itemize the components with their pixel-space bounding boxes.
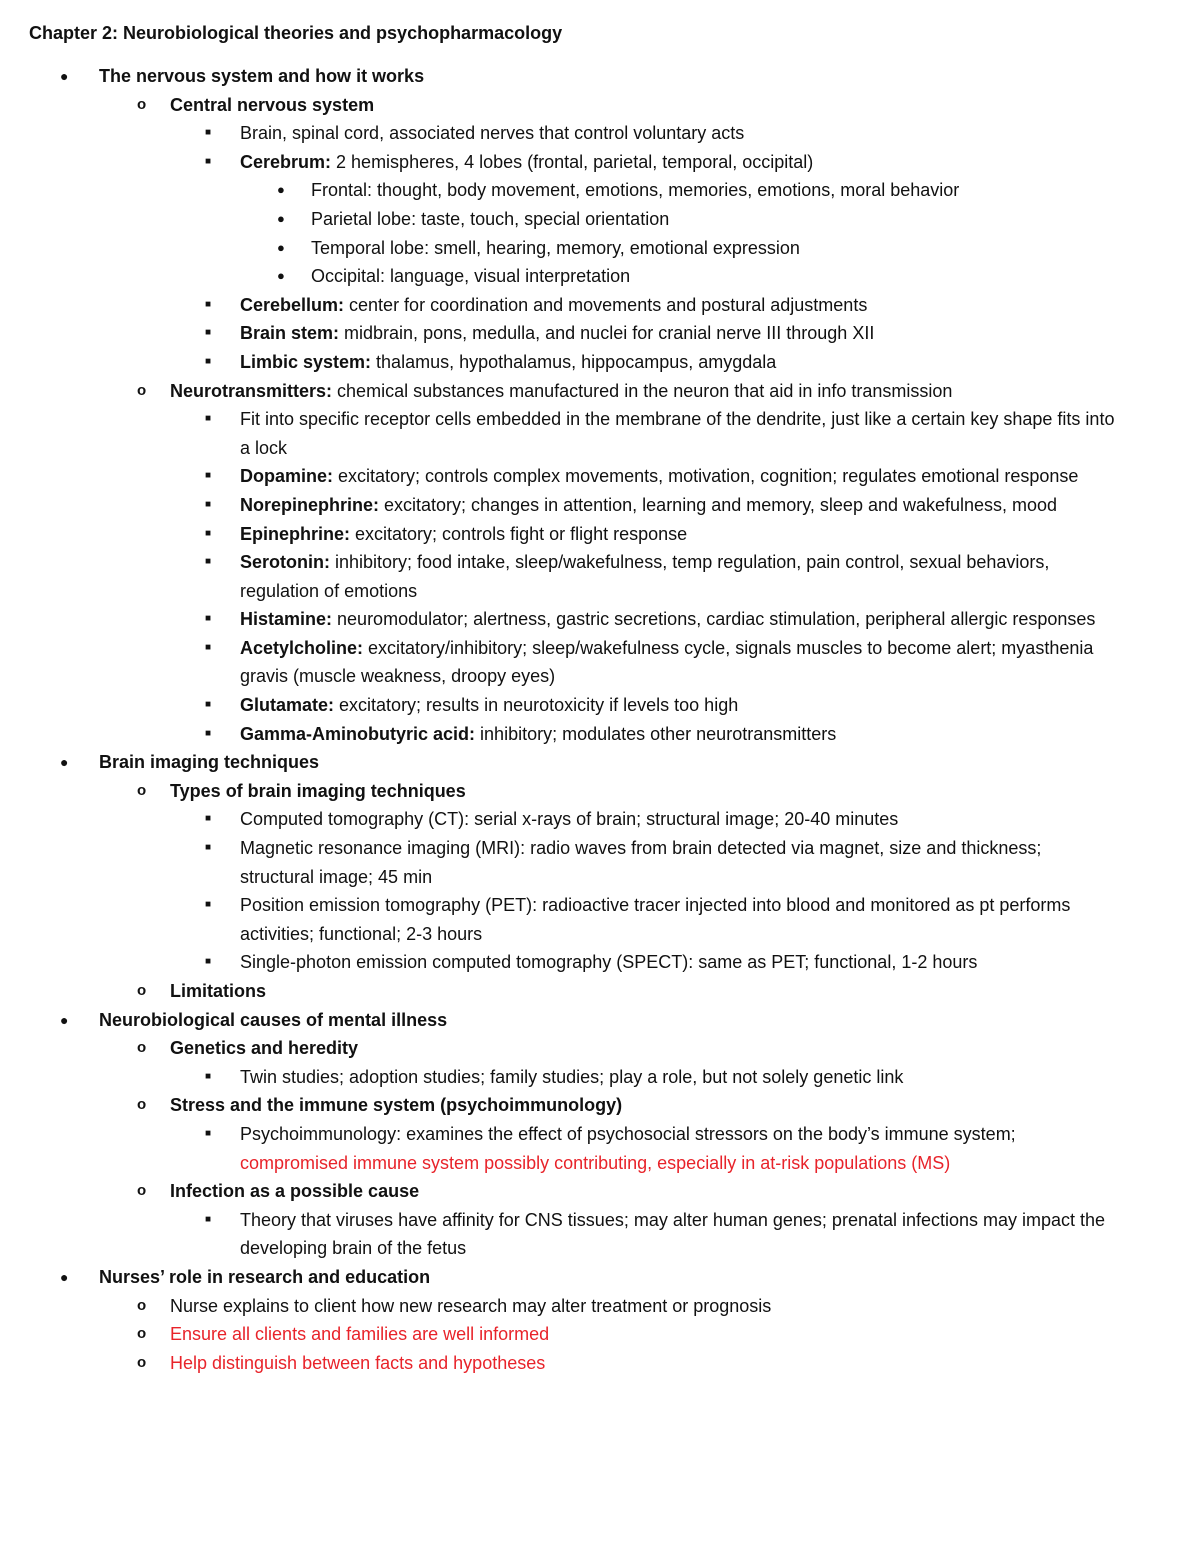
bullet-marker: ■ — [205, 127, 212, 139]
bullet-marker: ■ — [205, 498, 212, 510]
item-heading: Stress and the immune system (psychoimmunology) — [170, 1095, 623, 1116]
item-heading: Dopamine: — [240, 466, 334, 487]
item-heading: Norepinephrine: — [240, 494, 380, 515]
outline-item-level-1 — [0, 62, 1200, 91]
outline-item-level-1 — [0, 748, 1200, 777]
outline-item-level-3 — [0, 948, 1200, 977]
item-text: Occipital: language, visual interpretation — [311, 266, 631, 287]
item-text: inhibitory; food intake, sleep/wakefulness, temp regulation, pain control, sexual behaviors, regulation of emotions — [240, 552, 1050, 601]
bullet-marker: ● — [60, 1011, 69, 1028]
outline-item-level-3 — [0, 348, 1200, 377]
bullet-marker: ■ — [205, 298, 212, 310]
outline-item-level-4 — [0, 176, 1200, 205]
outline-item-level-2 — [0, 1320, 1200, 1349]
item-heading: Genetics and heredity — [170, 1038, 359, 1059]
page-title: Chapter 2: Neurobiological theories and psychopharmacology — [29, 23, 563, 43]
outline-item-level-2 — [0, 1034, 1200, 1063]
item-heading: Neurotransmitters: — [170, 380, 333, 401]
outline-item-level-4 — [0, 262, 1200, 291]
outline-item-level-3 — [0, 691, 1200, 720]
outline-item-level-1 — [0, 1006, 1200, 1035]
item-heading: Histamine: — [240, 609, 333, 630]
item-heading: Glutamate: — [240, 695, 335, 716]
outline-item-level-2 — [0, 1292, 1200, 1321]
bullet-marker: ■ — [205, 355, 212, 367]
bullet-marker: o — [137, 381, 147, 399]
bullet-marker: ● — [277, 268, 285, 284]
item-text: neuromodulator; alertness, gastric secretions, cardiac stimulation, peripheral allergic responses — [332, 609, 1096, 630]
bullet-marker: ■ — [205, 1213, 212, 1225]
outline-item-level-3 — [0, 1206, 1200, 1263]
item-text: Fit into specific receptor cells embedded in the membrane of the dendrite, just like a certain key shape fits into a lock — [240, 409, 1115, 458]
bullet-marker: ■ — [205, 470, 212, 482]
bullet-marker: o — [137, 1296, 147, 1314]
item-heading: Serotonin: — [240, 552, 330, 573]
item-text: Parietal lobe: taste, touch, special orientation — [311, 208, 670, 229]
outline-item-level-2 — [0, 1091, 1200, 1120]
item-text: excitatory; results in neurotoxicity if levels too high — [334, 695, 739, 716]
bullet-marker: ■ — [205, 727, 212, 739]
bullet-marker: o — [137, 1096, 147, 1114]
bullet-marker: ■ — [205, 613, 212, 625]
bullet-marker: ● — [60, 68, 69, 84]
item-text: Twin studies; adoption studies; family studies; play a role, but not solely genetic link — [240, 1066, 904, 1087]
bullet-marker: ● — [277, 239, 285, 255]
bullet-marker: ■ — [205, 842, 212, 854]
item-heading: Neurobiological causes of mental illness — [99, 1009, 448, 1030]
bullet-marker: ● — [277, 182, 285, 198]
bullet-marker: o — [137, 1039, 147, 1057]
item-heading: Brain stem: — [240, 323, 340, 344]
highlighted-text: Help distinguish between facts and hypotheses — [170, 1352, 546, 1373]
bullet-marker: ● — [60, 754, 69, 771]
item-heading: Cerebrum: — [240, 151, 332, 172]
outline-item-level-3 — [0, 319, 1200, 348]
outline-item-level-3 — [0, 1063, 1200, 1092]
item-text: Magnetic resonance imaging (MRI): radio waves from brain detected via magnet, size and thickness; structural image; 45 min — [240, 838, 1042, 887]
bullet-marker: o — [137, 1353, 147, 1371]
outline-item-level-3 — [0, 148, 1200, 177]
bullet-marker: ■ — [205, 1070, 212, 1082]
item-text: excitatory/inhibitory; sleep/wakefulness cycle, signals muscles to become alert; myasthenia gravis (muscle weakness, droopy eyes) — [240, 637, 1094, 687]
outline-item-level-3 — [0, 1120, 1200, 1177]
bullet-marker: ■ — [205, 699, 212, 711]
bullet-marker: ■ — [205, 556, 212, 568]
item-heading: Central nervous system — [170, 94, 375, 115]
item-text: thalamus, hypothalamus, hippocampus, amygdala — [371, 351, 777, 372]
outline-item-level-2 — [0, 377, 1200, 406]
highlighted-text: Ensure all clients and families are well informed — [170, 1324, 550, 1345]
item-text: Theory that viruses have affinity for CNS tissues; may alter human genes; prenatal infections may impact the developing brain of the fetus — [240, 1209, 1106, 1259]
outline-item-level-2 — [0, 1177, 1200, 1206]
item-text: Nurse explains to client how new research may alter treatment or prognosis — [170, 1295, 772, 1316]
bullet-marker: ■ — [205, 413, 212, 425]
outline-item-level-3 — [0, 834, 1200, 891]
item-text: Position emission tomography (PET): radioactive tracer injected into blood and monitored as pt performs activities; functional; 2-3 hours — [240, 895, 1071, 944]
item-heading: Brain imaging techniques — [99, 752, 320, 773]
bullet-marker: ● — [60, 1268, 69, 1285]
item-text: chemical substances manufactured in the neuron that aid in info transmission — [332, 380, 953, 401]
outline-item-level-3 — [0, 548, 1200, 605]
item-heading: Types of brain imaging techniques — [170, 780, 466, 801]
outline-item-level-3 — [0, 605, 1200, 634]
bullet-marker: ■ — [205, 899, 212, 911]
outline-item-level-3 — [0, 520, 1200, 549]
outline-item-level-2 — [0, 977, 1200, 1006]
outline-item-level-3 — [0, 720, 1200, 749]
item-heading: Epinephrine: — [240, 523, 351, 544]
bullet-marker: o — [137, 781, 147, 799]
bullet-marker: o — [137, 982, 147, 999]
outline-item-level-2 — [0, 1349, 1200, 1378]
item-text: excitatory; controls fight or flight response — [350, 523, 688, 544]
item-text: inhibitory; modulates other neurotransmitters — [475, 723, 837, 744]
bullet-marker: o — [137, 1182, 147, 1200]
bullet-marker: ■ — [205, 813, 212, 825]
item-text: excitatory; changes in attention, learning and memory, sleep and wakefulness, mood — [379, 494, 1058, 515]
outline-item-level-3 — [0, 405, 1200, 462]
bullet-marker: ■ — [205, 327, 212, 339]
item-heading: Cerebellum: — [240, 294, 345, 315]
item-heading: Gamma-Aminobutyric acid: — [240, 723, 476, 744]
outline-item-level-2 — [0, 91, 1200, 120]
item-text: excitatory; controls complex movements, motivation, cognition; regulates emotional response — [333, 466, 1079, 487]
bullet-marker: ● — [277, 210, 285, 226]
bullet-marker: ■ — [205, 956, 212, 968]
outline-item-level-3 — [0, 634, 1200, 691]
item-text: 2 hemispheres, 4 lobes (frontal, parietal, temporal, occipital) — [331, 151, 814, 172]
outline-item-level-3 — [0, 891, 1200, 948]
outline-item-level-3 — [0, 805, 1200, 834]
item-text: Temporal lobe: smell, hearing, memory, emotional expression — [311, 237, 800, 258]
item-text: Frontal: thought, body movement, emotions, memories, emotions, moral behavior — [311, 180, 960, 201]
item-text: Psychoimmunology: examines the effect of psychosocial stressors on the body’s immune system; — [240, 1123, 1016, 1144]
notes-outline — [0, 62, 1200, 1377]
outline-item-level-4 — [0, 205, 1200, 234]
item-heading: Infection as a possible cause — [170, 1181, 420, 1202]
item-heading: Limitations — [170, 981, 267, 1001]
bullet-marker: ■ — [205, 527, 212, 539]
item-text: midbrain, pons, medulla, and nuclei for cranial nerve III through XII — [339, 323, 875, 344]
item-heading: The nervous system and how it works — [99, 66, 425, 86]
bullet-marker: ■ — [205, 1127, 212, 1139]
item-heading: Limbic system: — [240, 351, 372, 372]
item-heading: Acetylcholine: — [240, 637, 364, 658]
item-text: Brain, spinal cord, associated nerves that control voluntary acts — [240, 123, 745, 144]
item-text: Computed tomography (CT): serial x-rays of brain; structural image; 20-40 minutes — [240, 809, 899, 830]
outline-item-level-1 — [0, 1263, 1200, 1292]
bullet-marker: o — [137, 95, 147, 113]
outline-item-level-3 — [0, 119, 1200, 148]
outline-item-level-3 — [0, 291, 1200, 320]
bullet-marker: ■ — [205, 155, 212, 167]
outline-item-level-3 — [0, 462, 1200, 491]
bullet-marker: o — [137, 1325, 147, 1343]
outline-item-level-2 — [0, 777, 1200, 806]
bullet-marker: ■ — [205, 641, 212, 653]
item-text: center for coordination and movements and postural adjustments — [344, 294, 868, 315]
item-heading: Nurses’ role in research and education — [99, 1266, 431, 1287]
highlighted-text: compromised immune system possibly contributing, especially in at-risk populations (MS) — [240, 1152, 951, 1173]
outline-item-level-4 — [0, 234, 1200, 263]
outline-item-level-3 — [0, 491, 1200, 520]
item-text: Single-photon emission computed tomography (SPECT): same as PET; functional, 1-2 hours — [240, 952, 978, 973]
